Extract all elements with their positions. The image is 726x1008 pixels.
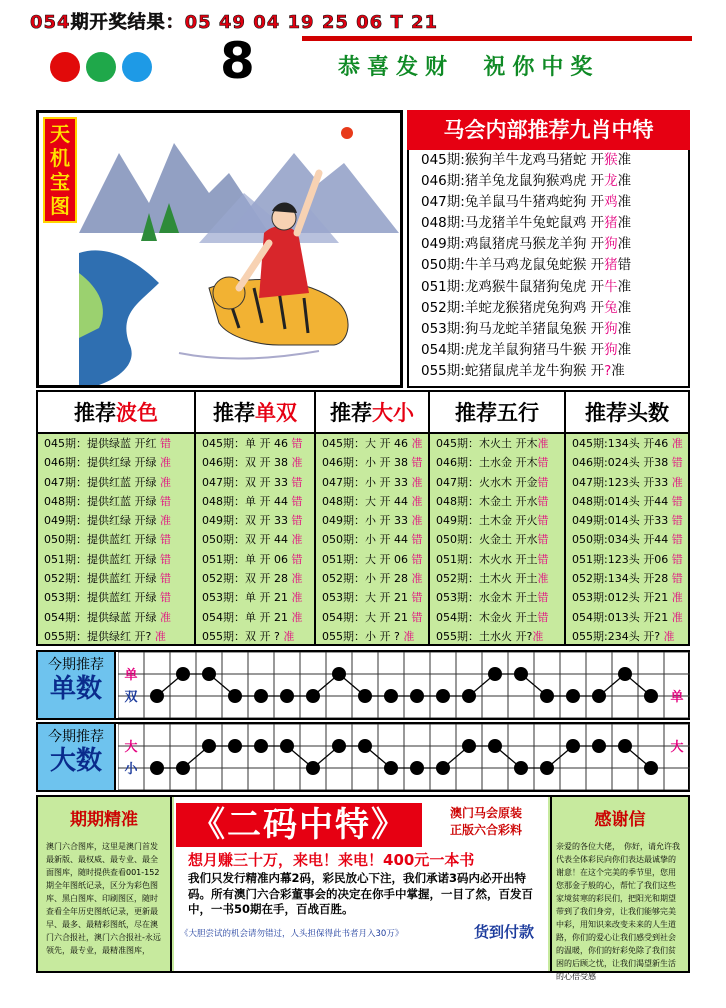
zodiac-row: 049期:鸡鼠猪虎马猴龙羊狗 开狗准 xyxy=(421,236,632,253)
tracker-dot xyxy=(618,739,632,753)
recommend-row: 052期：小 开 28 准 xyxy=(322,572,423,586)
tracker-dot xyxy=(202,739,216,753)
divider xyxy=(302,36,692,41)
tracker-axis-label: 小 xyxy=(124,762,138,777)
tracker-dot xyxy=(150,761,164,775)
footer-left xyxy=(38,797,172,971)
result-line: 054期开奖结果：05 49 04 19 25 06 T 21 xyxy=(30,12,439,33)
recommend-row: 052期：土木火 开土准 xyxy=(436,572,549,586)
green-ball-icon xyxy=(86,52,116,82)
recommend-column xyxy=(430,392,566,644)
tracker-dot xyxy=(540,689,554,703)
footer-center xyxy=(174,797,548,971)
recommend-column xyxy=(566,392,688,644)
cod-label: 货到付款 xyxy=(474,923,535,941)
recommend-row: 045期：单 开 46 错 xyxy=(202,437,303,450)
recommend-row: 048期：提供红蓝 开绿 错 xyxy=(44,494,171,508)
tracker-dot xyxy=(592,689,606,703)
tracker-dot xyxy=(618,667,632,681)
tracker-label: 今期推荐 大数 xyxy=(38,724,116,790)
recommend-row: 047期：小 开 33 准 xyxy=(322,475,423,489)
recommend-row: 046期：土水金 开木错 xyxy=(436,456,549,470)
recommend-row: 045期：木火土 开木准 xyxy=(436,437,549,450)
tracker-dot xyxy=(488,667,502,681)
recommend-row: 046期：双 开 38 准 xyxy=(202,456,303,470)
recommend-row: 048期：大 开 44 准 xyxy=(322,494,423,508)
tracker-dot xyxy=(462,689,476,703)
odd-even-tracker xyxy=(36,650,690,720)
tracker-dot xyxy=(462,739,476,753)
recommend-row: 055期：小 开 ? 准 xyxy=(322,629,415,643)
recommend-row: 055期:234头 开? 准 xyxy=(572,629,675,643)
tracker-dot xyxy=(384,689,398,703)
recommend-row: 052期：双 开 28 准 xyxy=(202,572,303,586)
recommend-row: 049期:014头 开33 错 xyxy=(572,514,683,528)
recommend-row: 053期：提供蓝红 开绿 错 xyxy=(44,591,171,605)
zodiac-row: 054期:虎龙羊鼠狗猪马牛猴 开狗准 xyxy=(421,341,632,358)
tracker-dot xyxy=(566,689,580,703)
recommend-row: 046期：小 开 38 错 xyxy=(322,456,423,470)
recommend-row: 048期:014头 开44 错 xyxy=(572,494,683,508)
tracker-axis-label: 大 xyxy=(124,740,138,755)
recommend-grid xyxy=(36,390,690,646)
tracker-dot xyxy=(176,667,190,681)
tracker-chart xyxy=(118,652,690,718)
zodiac-row: 051期:龙鸡猴牛鼠猪狗兔虎 开牛准 xyxy=(421,278,632,295)
big-small-tracker xyxy=(36,722,690,792)
recommend-row: 050期:034头 开44 错 xyxy=(572,533,683,547)
zodiac-row: 045期:猴狗羊牛龙鸡马猪蛇 开猴准 xyxy=(421,152,632,168)
zodiac-row: 046期:猪羊兔龙鼠狗猴鸡虎 开龙准 xyxy=(421,173,632,190)
picture-title: 天 机 宝 图 xyxy=(43,117,77,223)
tracker-dot xyxy=(566,739,580,753)
tracker-chart xyxy=(118,724,690,790)
illustration xyxy=(79,113,399,385)
zodiac-row: 053期:狗马龙蛇羊猪鼠兔猴 开狗准 xyxy=(421,320,632,337)
footer-right xyxy=(550,797,688,981)
tracker-dot xyxy=(358,689,372,703)
tracker-dot xyxy=(306,689,320,703)
red-ball-icon xyxy=(50,52,80,82)
recommend-row: 055期：提供绿红 开? 准 xyxy=(44,629,166,643)
recommend-row: 045期：大 开 46 准 xyxy=(322,437,423,450)
recommend-row: 050期：小 开 44 错 xyxy=(322,533,423,547)
recommend-row: 052期:134头 开28 错 xyxy=(572,572,683,586)
recommend-row: 047期：提供红蓝 开绿 准 xyxy=(44,475,171,489)
tracker-dot xyxy=(306,761,320,775)
zodiac-row: 048期:马龙猪羊牛兔蛇鼠鸡 开猪准 xyxy=(421,215,632,232)
recommend-column xyxy=(38,392,196,644)
recommend-row: 045期:134头 开46 准 xyxy=(572,437,683,450)
footer xyxy=(36,795,690,981)
tracker-dot xyxy=(644,689,658,703)
recommend-row: 054期：木金火 开土错 xyxy=(436,610,549,624)
tracker-dot xyxy=(254,739,268,753)
tracker-dot xyxy=(150,689,164,703)
origin-label: 澳门马会原装 正版六合彩料 xyxy=(449,806,522,837)
tracker-axis-label: 单 xyxy=(124,668,138,683)
column-header: 推荐头数 xyxy=(566,392,688,434)
zodiac-row: 052期:羊蛇龙猴猪虎兔狗鸡 开兔准 xyxy=(421,299,632,316)
recommend-row: 054期：单 开 21 准 xyxy=(202,610,303,624)
blue-ball-icon xyxy=(122,52,152,82)
recommend-row: 054期：大 开 21 错 xyxy=(322,610,423,624)
tracker-dot xyxy=(644,761,658,775)
right-text: 亲爱的各位大佬， 你好，请允许我代表全体彩民向你们表达最诚挚的谢意！在这个完美的季节里，您用您那金子般的心，帮忙了我们这些家境贫寒的彩民们，把阳光和期望带到了我们身旁，让我们能够完美中彩，用知识来改变未来的人生道路，你们的爱心让我们感受到社会的温暖，你们的好彩免除了我们贫困的后顾之忧，让我们渴望新生活的心倍受感 xyxy=(556,842,680,981)
tracker-dot xyxy=(436,689,450,703)
tracker-dot xyxy=(280,739,294,753)
recommend-row: 054期：提供绿蓝 开绿 准 xyxy=(44,610,171,624)
recommend-row: 051期:123头 开06 错 xyxy=(572,552,683,566)
recommend-row: 055期：双 开 ? 准 xyxy=(202,629,295,643)
recommend-row: 048期：木金土 开水错 xyxy=(436,494,549,508)
recommend-column xyxy=(196,392,316,644)
tracker-axis-label: 大 xyxy=(670,740,684,755)
recommend-row: 055期：土水火 开?准 xyxy=(436,629,544,643)
recommend-row: 049期：小 开 33 准 xyxy=(322,514,423,528)
recommend-row: 045期：提供绿蓝 开红 错 xyxy=(44,437,171,450)
recommend-column xyxy=(316,392,430,644)
tracker-dot xyxy=(384,761,398,775)
nine-zodiac-title: 马会内部推荐九肖中特 xyxy=(407,110,690,150)
column-header: 推荐五行 xyxy=(430,392,564,434)
recommend-row: 047期:123头 开33 准 xyxy=(572,475,683,489)
column-header: 推荐大小 xyxy=(316,392,428,434)
tracker-dot xyxy=(436,761,450,775)
recommend-row: 047期：火水木 开金错 xyxy=(436,475,549,489)
recommend-row: 049期：土木金 开火错 xyxy=(436,514,549,528)
left-title: 期期精准 xyxy=(70,810,138,830)
recommend-row: 049期：双 开 33 错 xyxy=(202,514,303,528)
tracker-dot xyxy=(332,739,346,753)
tracker-dot xyxy=(254,689,268,703)
slogan: 恭喜发财 祝你中奖 xyxy=(338,55,600,80)
zodiac-row: 055期:蛇猪鼠虎羊龙牛狗猴 开?准 xyxy=(421,362,625,379)
tianji-picture xyxy=(36,110,403,388)
recommend-row: 046期：提供红绿 开绿 准 xyxy=(44,456,171,470)
column-header: 推荐波色 xyxy=(38,392,194,434)
recommend-row: 053期:012头 开21 准 xyxy=(572,591,683,605)
recommend-row: 050期：火金土 开水错 xyxy=(436,533,549,547)
right-title: 感谢信 xyxy=(594,810,646,830)
recommend-row: 051期：木火水 开土错 xyxy=(436,552,549,566)
erma-title: 《二码中特》 xyxy=(176,803,422,847)
tracker-dot xyxy=(228,739,242,753)
recommend-row: 047期：双 开 33 错 xyxy=(202,475,303,489)
tracker-dot xyxy=(332,667,346,681)
tracker-dot xyxy=(540,761,554,775)
column-header: 推荐单双 xyxy=(196,392,314,434)
recommend-row: 053期：单 开 21 准 xyxy=(202,591,303,605)
recommend-row: 051期：大 开 06 错 xyxy=(322,552,423,566)
recommend-row: 053期：大 开 21 错 xyxy=(322,591,423,605)
tracker-label: 今期推荐 单数 xyxy=(38,652,116,718)
ad-description: 我们只发行精准内幕2码，彩民放心下注，我们承诺3码内必开出特码。所有澳门六合彩董事会的决定在你手中掌握，一目了然，百发百中，一书50期在手，百战百胜。 xyxy=(188,871,533,916)
ad-tagline: 《大胆尝试的机会请勿错过，人头担保得此书者月入30万》 xyxy=(180,929,404,939)
tracker-dot xyxy=(410,689,424,703)
recommend-row: 052期：提供蓝红 开绿 错 xyxy=(44,572,171,586)
tracker-dot xyxy=(358,739,372,753)
ad-slogan: 想月赚三十万，来电！来电！400元一本书 xyxy=(188,851,475,869)
issue-number: 8 xyxy=(220,32,255,90)
tracker-dot xyxy=(176,761,190,775)
tracker-dot xyxy=(202,667,216,681)
recommend-row: 050期：双 开 44 准 xyxy=(202,533,303,547)
tracker-dot xyxy=(228,689,242,703)
left-text: 澳门六合图库，这里是澳门首发最新版、最权威、最专业、最全面图库，随时提供查看001-152期全年图纸记录，区分为彩色图库、黑白图库、印刷图区，随时查看全年历史图纸记录，更新最早、最多、最精彩图纸，尽在澳门六合报社，澳门六合报社-永远领先，最专业，最精准图库， xyxy=(46,842,161,955)
recommend-row: 049期：提供红绿 开绿 准 xyxy=(44,514,171,528)
recommend-row: 054期:013头 开21 准 xyxy=(572,610,683,624)
tracker-dot xyxy=(488,739,502,753)
zodiac-row: 050期:牛羊马鸡龙鼠兔蛇猴 开猪错 xyxy=(421,257,632,274)
tracker-dot xyxy=(514,667,528,681)
recommend-row: 051期：提供蓝红 开绿 错 xyxy=(44,552,171,566)
tracker-dot xyxy=(280,689,294,703)
tracker-dot xyxy=(514,761,528,775)
recommend-row: 046期:024头 开38 错 xyxy=(572,456,683,470)
tracker-axis-label: 双 xyxy=(124,690,138,705)
nine-zodiac-list xyxy=(407,150,690,388)
recommend-row: 050期：提供蓝红 开绿 错 xyxy=(44,533,171,547)
recommend-row: 053期：水金木 开土错 xyxy=(436,591,549,605)
tracker-axis-label: 单 xyxy=(670,690,684,705)
tracker-dot xyxy=(410,761,424,775)
recommend-row: 051期：单 开 06 错 xyxy=(202,552,303,566)
tracker-dot xyxy=(592,739,606,753)
zodiac-row: 047期:兔羊鼠马牛猪鸡蛇狗 开鸡准 xyxy=(421,194,632,211)
recommend-row: 048期：单 开 44 错 xyxy=(202,494,303,508)
